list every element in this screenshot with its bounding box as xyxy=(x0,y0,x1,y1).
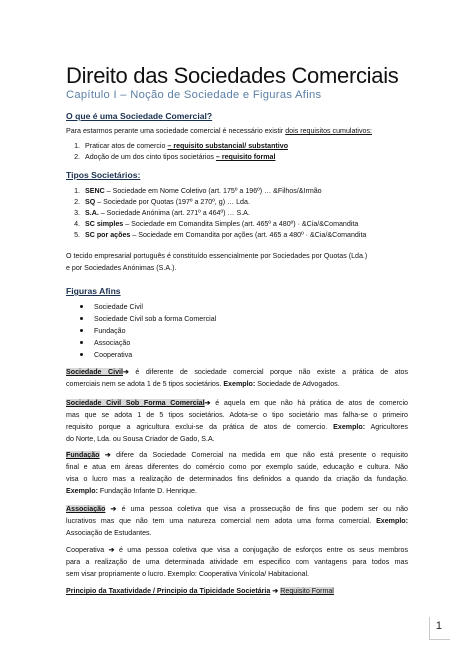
list-strong: – requisito substancial/ substantivo xyxy=(167,142,289,150)
paragraph-text: é diferente de sociedade comercial porque não existe a prática de atos xyxy=(128,368,409,376)
paragraph-text: sem visar propriamente o lucro. Exemplo: Cooperativa Vinícola/ Habitacional. xyxy=(66,570,310,578)
term-label: Fundação xyxy=(66,451,100,459)
document-title: Direito das Sociedades Comerciais xyxy=(66,63,399,88)
arrow-icon: ➔ xyxy=(122,368,129,376)
section-heading-sociedade-comercial: O que é uma Sociedade Comercial? xyxy=(66,111,213,121)
list-number: 2. xyxy=(74,153,80,161)
list-item xyxy=(80,339,130,347)
list-item xyxy=(80,327,126,335)
paragraph-sociedade-civil xyxy=(66,366,408,390)
list-item xyxy=(66,187,322,195)
paragraph-text: lucrativos mas que não tem uma natureza comercial nem adota uma forma comercial. xyxy=(66,517,377,525)
paragraph-text: é uma pessoa coletiva que visa a prossecução de fins que podem ser ou não xyxy=(116,505,408,513)
list-text: Praticar atos de comercio xyxy=(85,142,168,150)
list-item xyxy=(80,303,143,311)
list-text: – Sociedade em Comandita Simples (art. 465º a 480º) · &Cia/&Comandita xyxy=(123,220,359,228)
tipo-abbr: SC simples xyxy=(85,220,124,228)
tipo-abbr: SC por ações xyxy=(85,231,131,239)
list-text: Cooperativa xyxy=(94,351,133,359)
example-label: Exemplo: xyxy=(66,487,98,495)
list-number: 1. xyxy=(74,142,80,150)
paragraph-text: do Norte, Lda. ou Sousa Criador de Gado, S.A. xyxy=(66,435,215,443)
list-text: – Sociedade em Comandita por ações (art. 465 a 480º · &Cia/&Comandita xyxy=(130,231,367,239)
tipo-abbr: SENC xyxy=(85,187,105,195)
paragraph-text: visa o lucro mas a realização de determinados fins definidos a quando da criação da fundação. xyxy=(66,475,408,483)
paragraph-text: requisito porque a agricultura exclui-se da prática de atos de comercio. xyxy=(66,423,334,431)
list-strong: – requisito formal xyxy=(215,153,276,161)
example-label: Exemplo: xyxy=(376,517,408,525)
note-line: e por Sociedades Anónimas (S.A.). xyxy=(66,264,177,272)
term-label: Cooperativa xyxy=(66,546,105,554)
note-line: O tecido empresarial português é constituído essencialmente por Sociedades por Quotas (Lda.) xyxy=(66,252,368,260)
list-item xyxy=(80,351,132,359)
list-text: – Sociedade por Quotas (197º a 270º, g) … Lda. xyxy=(95,198,250,206)
tipo-abbr: SQ xyxy=(85,198,96,206)
list-item xyxy=(66,209,250,217)
list-item xyxy=(66,220,358,228)
section-heading-tipos-societarios: Tipos Societários: xyxy=(66,170,141,180)
paragraph-text: comerciais nem se adota 1 de 5 tipos societários. xyxy=(66,380,224,388)
arrow-icon: ➔ xyxy=(204,399,211,407)
term-label: Sociedade Civil xyxy=(66,368,123,376)
section1-intro xyxy=(66,125,408,137)
list-text: Associação xyxy=(94,339,131,347)
bullet-icon xyxy=(80,341,83,344)
chapter-subtitle: Capítulo I – Noção de Sociedade e Figuras Afins xyxy=(66,89,322,101)
list-text: Sociedade Civil xyxy=(94,303,143,311)
term-label: Associação xyxy=(66,505,106,513)
section-heading-figuras-afins: Figuras Afins xyxy=(66,286,121,296)
paragraph-text: Associação de Estudantes. xyxy=(66,529,152,537)
bullet-icon xyxy=(80,305,83,308)
paragraph-cooperativa xyxy=(66,544,408,580)
tecido-empresarial-note xyxy=(66,250,408,274)
list-item xyxy=(66,198,250,206)
paragraph-text: é aquela em que não há prática de atos de comercio xyxy=(210,399,408,407)
list-number: 5. xyxy=(74,231,80,239)
term-label: Sociedade Civil Sob Forma Comercial xyxy=(66,399,205,407)
paragraph-text: Sociedade de Advogados. xyxy=(255,380,340,388)
arrow-icon: ➔ xyxy=(272,587,279,595)
principio-label: Principio da Taxatividade / Principio da Tipicidade Societária xyxy=(66,587,271,595)
arrow-icon: ➔ xyxy=(108,546,115,554)
example-label: Exemplo: xyxy=(223,380,256,388)
page-number: 1 xyxy=(435,620,442,632)
paragraph-text: Fundação Infante D. Henrique. xyxy=(97,487,197,495)
example-label: Exemplo: xyxy=(333,423,366,431)
paragraph-text: mas que se adota 1 de 5 tipos societários. Adota-se o tipo societário mas falha-se o primeiro xyxy=(66,411,408,419)
requisito-formal-text: Requisito Formal xyxy=(280,587,334,595)
intro-text: Para estarmos perante uma sociedade comercial é necessário existir xyxy=(66,127,286,135)
list-number: 1. xyxy=(74,187,80,195)
arrow-icon: ➔ xyxy=(104,451,111,459)
tipo-abbr: S.A. xyxy=(85,209,99,217)
paragraph-text: é uma pessoa coletiva que visa a conjugação de esforços entre os seus membros xyxy=(114,546,408,554)
list-text: Adoção de um dos cinto tipos societários xyxy=(85,153,216,161)
list-item xyxy=(66,231,366,239)
bullet-icon xyxy=(80,317,83,320)
list-item xyxy=(80,315,216,323)
requisitos-link: dois requisitos cumulativos: xyxy=(285,127,372,135)
list-text: – Sociedade em Nome Coletivo (art. 175º a 196º) … &Filhos/&Irmão xyxy=(104,187,322,195)
paragraph-associacao xyxy=(66,503,408,539)
paragraph-text: para a realização de uma determinada atividade em especifico com vantagens para todos mas xyxy=(66,558,408,566)
list-item xyxy=(66,142,288,150)
bullet-icon xyxy=(80,353,83,356)
paragraph-sociedade-civil-comercial xyxy=(66,397,408,445)
arrow-icon: ➔ xyxy=(110,505,117,513)
list-number: 2. xyxy=(74,198,80,206)
list-text: Sociedade Civil sob a forma Comercial xyxy=(94,315,217,323)
list-text: Fundação xyxy=(94,327,126,335)
list-item xyxy=(66,153,275,161)
paragraph-text: Agricultores xyxy=(365,423,408,431)
list-text: – Sociedade Anónima (art. 271º a 464º) … S.A. xyxy=(98,209,250,217)
list-number: 3. xyxy=(74,209,80,217)
bullet-icon xyxy=(80,329,83,332)
paragraph-text: difere da Sociedade Comercial na medida em que não está presente o requisito xyxy=(110,451,408,459)
paragraph-fundacao xyxy=(66,449,408,497)
paragraph-text: final e atua em áreas diferentes do comércio como por exemplo saúde, educação e cultura. Não xyxy=(66,463,408,471)
list-number: 4. xyxy=(74,220,80,228)
principio-line xyxy=(66,585,408,597)
